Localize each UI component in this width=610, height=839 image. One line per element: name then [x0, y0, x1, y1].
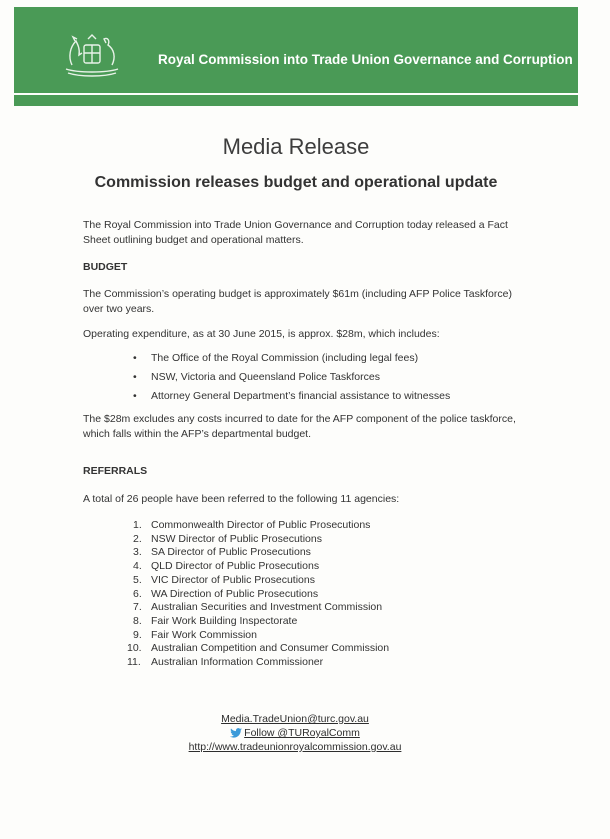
- list-item: 2. NSW Director of Public Prosecutions: [133, 532, 322, 545]
- list-item: 11. Australian Information Commissioner: [127, 656, 324, 669]
- agencies-list: [83, 519, 523, 670]
- list-item: 10. Australian Competition and Consumer Commission: [127, 642, 390, 655]
- release-body: [83, 218, 523, 670]
- twitter-link[interactable]: Follow @TURoyalComm: [150, 726, 440, 740]
- list-item: • Attorney General Department’s financial assistance to witnesses: [83, 389, 523, 404]
- expenditure-list: [83, 351, 523, 404]
- budget-paragraph-2: Operating expenditure, as at 30 June 2015, is approx. $28m, which includes:: [83, 328, 440, 340]
- header-banner: [14, 7, 578, 93]
- list-item: 6. WA Direction of Public Prosecutions: [133, 587, 319, 600]
- page-title: Media Release: [222, 134, 370, 159]
- email-link[interactable]: Media.TradeUnion@turc.gov.au: [221, 713, 369, 725]
- intro-paragraph: The Royal Commission into Trade Union Governance and Corruption today released a Fact Sheet outlining budget and operational matters.: [83, 219, 508, 246]
- list-item: 8. Fair Work Building Inspectorate: [133, 614, 298, 627]
- referrals-intro: A total of 26 people have been referred to the following 11 agencies:: [83, 493, 400, 505]
- list-item: 5. VIC Director of Public Prosecutions: [133, 573, 315, 586]
- referrals-heading: REFERRALS: [83, 465, 148, 477]
- budget-heading: BUDGET: [83, 261, 128, 273]
- list-item: 3. SA Director of Public Prosecutions: [133, 546, 311, 559]
- header-stripe: [14, 95, 578, 106]
- list-item: 7. Australian Securities and Investment Commission: [133, 601, 383, 614]
- list-item: 9. Fair Work Commission: [133, 628, 257, 641]
- website-link[interactable]: http://www.tradeunionroyalcommission.gov.au: [188, 741, 402, 753]
- list-item: 1. Commonwealth Director of Public Prosecutions: [133, 519, 371, 531]
- twitter-bird-icon: [230, 728, 242, 738]
- budget-paragraph-3: The $28m excludes any costs incurred to date for the AFP component of the police taskforce, which falls within the AFP’s departmental budget.: [83, 413, 516, 440]
- organisation-name: Royal Commission into Trade Union Governance and Corruption: [158, 52, 573, 67]
- list-item: • The Office of the Royal Commission (including legal fees): [83, 351, 523, 366]
- list-item: • NSW, Victoria and Queensland Police Taskforces: [83, 370, 523, 385]
- budget-paragraph-1: The Commission’s operating budget is approximately $61m (including AFP Police Taskforce) over two years.: [83, 288, 512, 315]
- contact-block: [150, 712, 440, 754]
- coat-of-arms-icon: [58, 31, 126, 79]
- list-item: 4. QLD Director of Public Prosecutions: [133, 560, 320, 573]
- page-subtitle: Commission releases budget and operational update: [94, 174, 498, 191]
